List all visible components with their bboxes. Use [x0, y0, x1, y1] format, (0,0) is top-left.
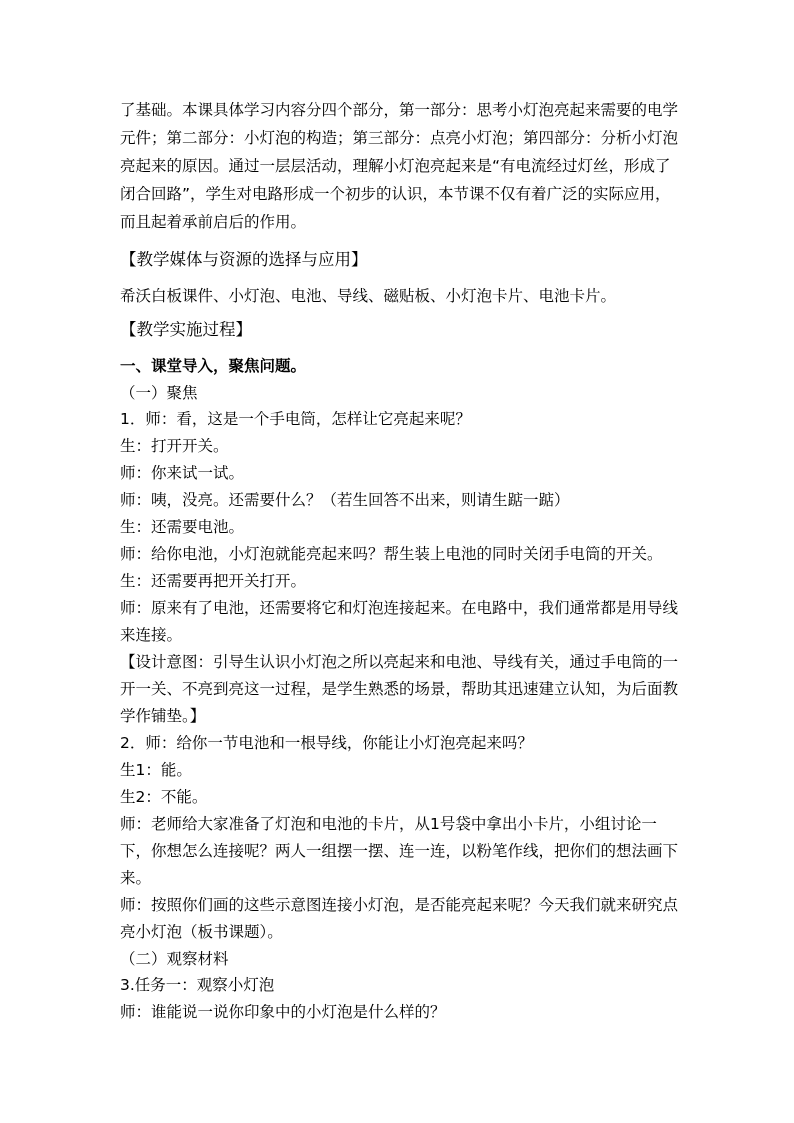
dialogue-line: 师：按照你们画的这些示意图连接小灯泡，是否能亮起来呢？今天我们就来研究点亮小灯泡（板书课题）。: [120, 896, 679, 941]
document-body: [120, 96, 680, 1026]
process-heading: 【教学实施过程】: [120, 320, 252, 339]
design-intent-note: 【设计意图：引导生认识小灯泡之所以亮起来和电池、导线有关，通过手电筒的一开一关、不亮到亮这一过程，是学生熟悉的场景，帮助其迅速建立认知，为后面教学作铺垫。】: [120, 653, 679, 725]
dialogue-line: 师：谁能说一说你印象中的小灯泡是什么样的？: [120, 1003, 446, 1021]
dialogue-line: 师：你来试一试。: [120, 464, 245, 482]
dialogue-line: 2．师：给你一节电池和一根导线，你能让小灯泡亮起来吗？: [120, 734, 533, 752]
dialogue-line: 生：还需要再把开关打开。: [120, 572, 307, 590]
dialogue-line: 师：给你电池，小灯泡就能亮起来吗？帮生装上电池的同时关闭手电筒的开关。: [120, 545, 663, 563]
dialogue-line: 师：咦，没亮。还需要什么？（若生回答不出来，则请生踮一踮）: [120, 491, 570, 509]
subheading-materials: （二）观察材料: [120, 950, 229, 968]
task-line: 3.任务一：观察小灯泡: [120, 976, 275, 994]
dialogue-line: 生1：能。: [120, 761, 192, 779]
dialogue-line: 生：打开开关。: [120, 437, 229, 455]
dialogue-line: 生：还需要电池。: [120, 518, 245, 536]
media-paragraph: 希沃白板课件、小灯泡、电池、导线、磁贴板、小灯泡卡片、电池卡片。: [120, 287, 617, 305]
media-heading: 【教学媒体与资源的选择与应用】: [120, 250, 368, 269]
dialogue-line: 1．师：看，这是一个手电筒，怎样让它亮起来呢？: [120, 410, 471, 428]
dialogue-line: 生2：不能。: [120, 788, 208, 806]
intro-paragraph: 了基础。本课具体学习内容分四个部分，第一部分：思考小灯泡亮起来需要的电学元件；第二部分：小灯泡的构造；第三部分：点亮小灯泡；第四部分：分析小灯泡亮起来的原因。通过一层层活动，理解小灯泡亮起来是“有电流经过灯丝，形成了闭合回路”，学生对电路形成一个初步的认识，本节课不仅有着广泛的实际应用，而且起着承前启后的作用。: [120, 101, 679, 231]
part1-heading: 一、课堂导入，聚焦问题。: [120, 357, 307, 375]
dialogue-line: 师：老师给大家准备了灯泡和电池的卡片，从1号袋中拿出小卡片，小组讨论一下，你想怎么连接呢？两人一组摆一摆、连一连，以粉笔作线，把你们的想法画下来。: [120, 815, 679, 887]
subheading-focus: （一）聚焦: [120, 384, 198, 402]
dialogue-line: 师：原来有了电池，还需要将它和灯泡连接起来。在电路中，我们通常都是用导线来连接。: [120, 599, 679, 644]
